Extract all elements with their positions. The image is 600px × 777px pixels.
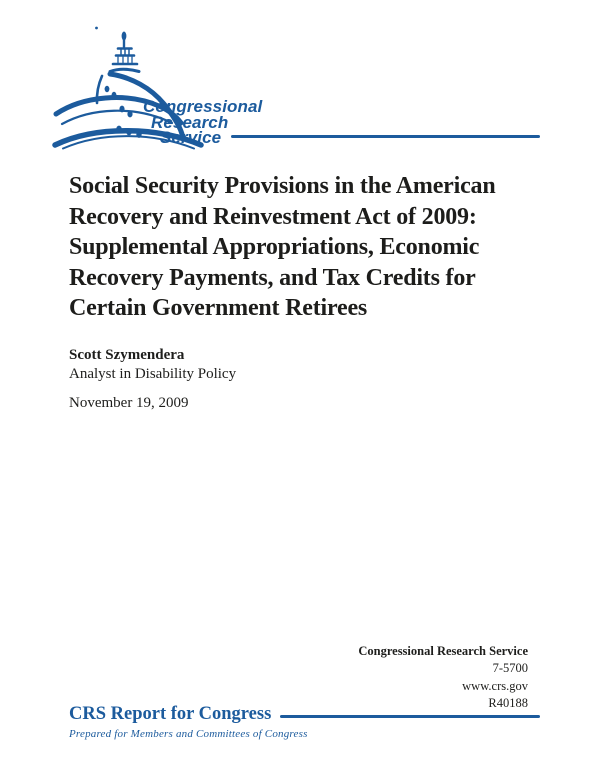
author-name: Scott Szymendera xyxy=(69,347,185,363)
footer-banner-title: CRS Report for Congress xyxy=(69,704,272,724)
logo-word-service: Service xyxy=(160,128,222,147)
report-title-line-4: Recovery Payments, and Tax Credits for xyxy=(69,264,476,291)
footer-banner-subtitle: Prepared for Members and Committees of Congress xyxy=(69,728,308,740)
footer-rule xyxy=(280,715,540,718)
logo-word-congressional: Congressional xyxy=(143,97,263,116)
footer-report-number: R40188 xyxy=(488,695,528,710)
header-rule xyxy=(231,135,540,138)
logo-word-research: Research xyxy=(151,112,229,132)
author-block xyxy=(69,346,236,384)
footer-org-name: Congressional Research Service xyxy=(358,644,528,658)
footer-banner xyxy=(69,704,540,725)
report-title-line-3: Supplemental Appropriations, Economic xyxy=(69,234,480,260)
author-role: Analyst in Disability Policy xyxy=(69,366,237,382)
report-title xyxy=(69,171,495,324)
report-title-line-5: Certain Government Retirees xyxy=(69,295,368,321)
report-title-line-1: Social Security Provisions in the American xyxy=(69,173,496,199)
publication-date: November 19, 2009 xyxy=(69,395,189,411)
report-title-line-2: Recovery and Reinvestment Act of 2009: xyxy=(69,203,477,230)
footer-phone: 7-5700 xyxy=(492,661,528,676)
footer-info-block xyxy=(358,643,528,712)
crs-logo-wordmark xyxy=(143,99,262,146)
footer-website: www.crs.gov xyxy=(462,678,528,693)
